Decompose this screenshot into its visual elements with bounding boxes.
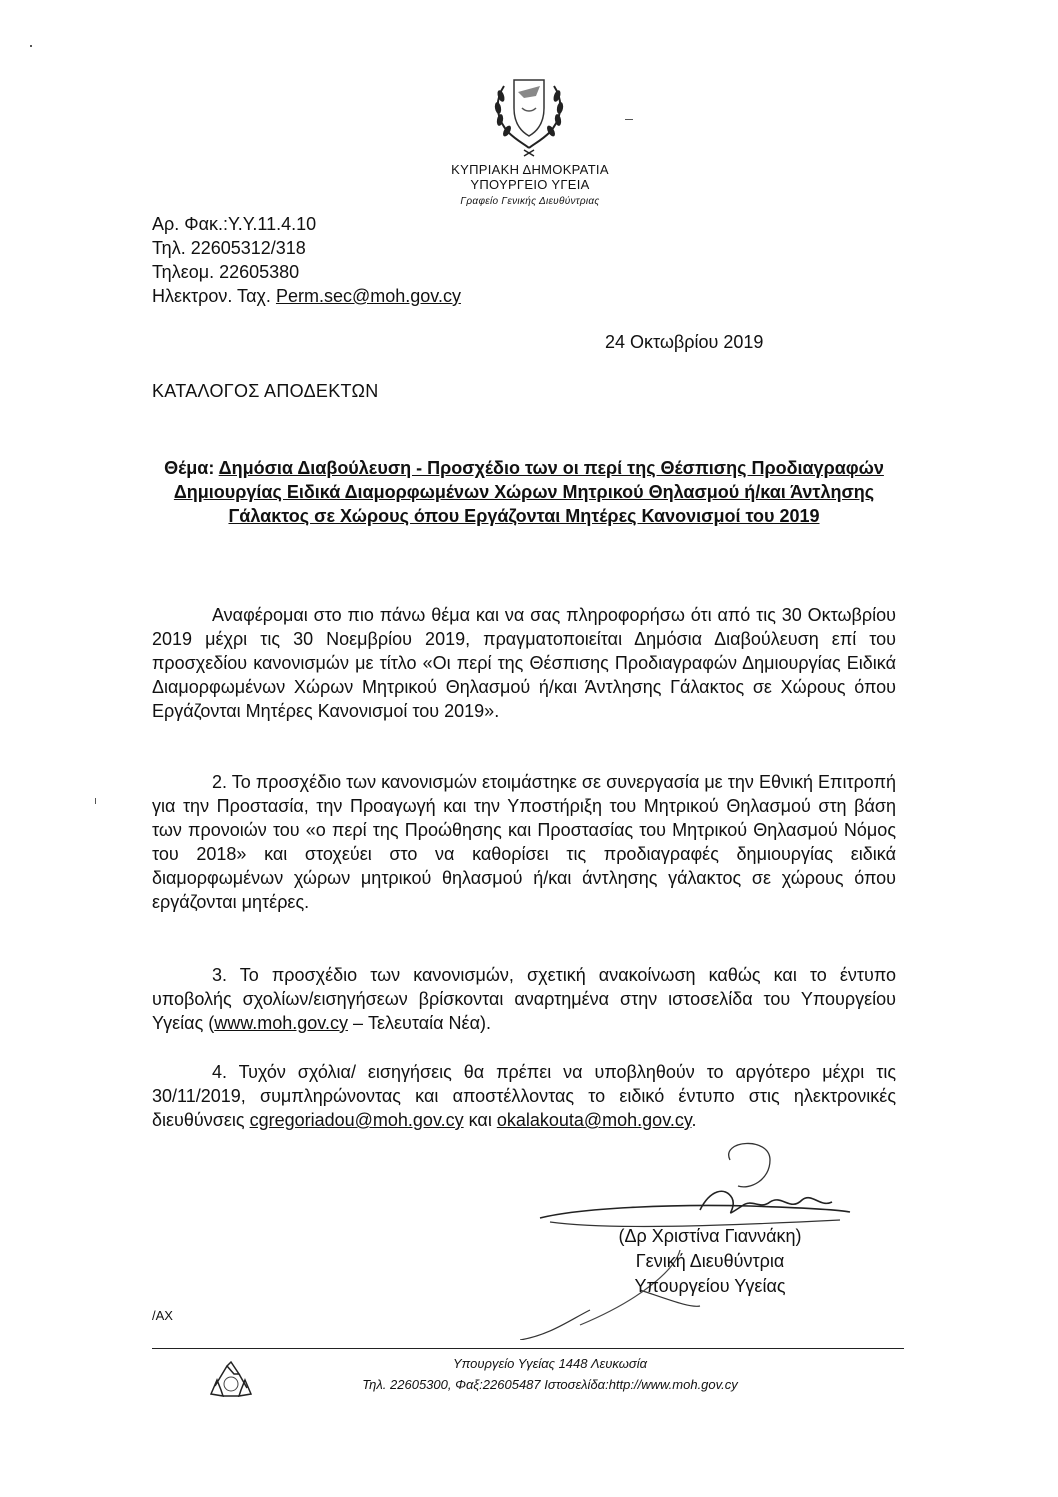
signatory-organization: Υπουργείου Υγείας [634,1276,786,1296]
paragraph-4-start: 4. Τυχόν σχόλια/ εισηγήσεις θα πρέπει να υποβληθούν το αργότερο μέχρι τις 30/11/2019, συμπληρώνοντας και αποστέλλοντας το ειδικό έντυπο στις ηλεκτρονικές διευθύνσεις [152,1062,896,1130]
paragraph-1 [152,603,896,723]
scan-speck [95,798,96,804]
scan-speck [625,119,633,120]
footer-contacts: Τηλ. 22605300, Φαξ:22605487 Ιστοσελίδα:http://www.moh.gov.cy [362,1377,738,1392]
header-ministry: ΥΠΟΥΡΓΕΙΟ ΥΓΕΙΑ [470,177,590,192]
phone-number: Τηλ. 22605312/318 [152,238,306,258]
paragraph-4 [152,1060,896,1132]
paragraph-2-text: 2. Το προσχέδιο των κανονισμών ετοιμάστηκε σε συνεργασία με την Εθνική Επιτροπή για την Προστασία, την Προαγωγή και την Υποστήριξη του Μητρικού Θηλασμού στη βάση των προνοιών του «ο περί της Προώθησης και Προστασίας του Μητρικού Θηλασμού Νόμος του 2018» και στοχεύει στο να καθορίσει τις προδιαγραφές δημιουργίας ειδικά διαμορφωμένων χώρων μητρικού θηλασμού ή/και άντλησης γάλακτος σε χώρους όπου εργάζονται μητέρες. [152,772,896,912]
email-line [152,284,461,308]
website-link[interactable]: www.moh.gov.cy [214,1013,348,1033]
email-link-okalakouta[interactable]: okalakouta@moh.gov.cy [496,1110,692,1130]
paragraph-4-and: και [463,1110,497,1130]
paragraph-4-end: . [691,1110,697,1130]
paragraph-3-start: 3. Το προσχέδιο των κανονισμών, σχετική ανακοίνωση καθώς και το έντυπο υποβολής σχολίων/εισηγήσεων βρίσκονται αναρτημένα στην ιστοσελίδα του Υπουργείου Υγείας ( [152,965,896,1033]
paragraph-3-end: – Τελευταία Νέα). [347,1013,491,1033]
signatory-title: Γενική Διευθύντρια [635,1251,785,1271]
file-number: Αρ. Φακ.:Υ.Υ.11.4.10 [152,214,317,234]
header-country: ΚΥΠΡΙΑΚΗ ΔΗΜΟΚΡΑΤΙΑ [451,162,609,177]
footer-address: Υπουργείο Υγείας 1448 Λευκωσία [452,1356,648,1371]
subject-text: Δημόσια Διαβούλευση - Προσχέδιο των οι περί της Θέσπισης Προδιαγραφών Δημιουργίας Ειδικά Διαμορφωμένων Χώρων Μητρικού Θηλασμού ή/και Άντλησης Γάλακτος σε Χώρους όπου Εργάζονται Μητέρες Κανονισμοί του 2019 [173,458,884,526]
paragraph-1-text: Αναφέρομαι στο πιο πάνω θέμα και να σας πληροφορήσω ότι από τις 30 Οκτωβρίου 2019 μέχρι τις 30 Νοεμβρίου 2019, πραγματοποιείται Δημόσια Διαβούλευση επί του προσχεδίου κανονισμών με τίτλο «Οι περί της Θέσπισης Προδιαγραφών Δημιουργίας Ειδικά Διαμορφωμένων Χώρων Μητρικού Θηλασμού ή/και Άντλησης Γάλακτος σε Χώρους όπου Εργάζονται Μητέρες Κανονισμοί του 2019». [152,605,896,721]
scan-speck [30,45,32,47]
email-label: Ηλεκτρον. Ταχ. [152,286,271,306]
letter-date: 24 Οκτωβρίου 2019 [605,332,764,352]
footer-divider [152,1348,904,1349]
email-link-cgregoriadou[interactable]: cgregoriadou@moh.gov.cy [249,1110,464,1130]
paragraph-3 [152,963,896,1035]
paragraph-2 [152,770,896,914]
recycle-icon [205,1358,257,1404]
recipients-heading: ΚΑΤΑΛΟΓΟΣ ΑΠΟΔΕΚΤΩΝ [152,381,379,401]
fax-number: Τηλεομ. 22605380 [152,262,300,282]
subject-block [152,456,896,528]
email-link[interactable]: Perm.sec@moh.gov.cy [275,286,461,306]
coat-of-arms-icon [474,68,584,160]
subject-label: Θέμα: [164,458,215,478]
paragraph-3-text [152,963,896,1035]
typist-initials: /ΑΧ [152,1308,173,1323]
paragraph-4-text [152,1060,896,1132]
signatory-name: (Δρ Χριστίνα Γιαννάκη) [618,1226,802,1246]
header-office: Γραφείο Γενικής Διευθύντριας [460,196,600,207]
